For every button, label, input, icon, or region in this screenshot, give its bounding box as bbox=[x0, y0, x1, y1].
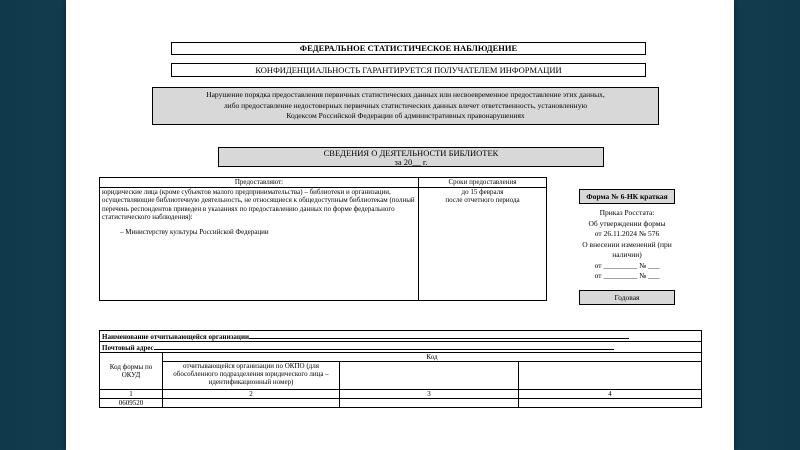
form-title bbox=[218, 147, 604, 167]
liability-warning bbox=[152, 87, 659, 125]
order-line-3: О внесении изменений (при наличии) bbox=[582, 239, 672, 259]
warning-line-2: либо предоставление недостоверных первичных статистических данных влечет ответственность, установленную bbox=[223, 100, 588, 110]
col-num-1: 1 bbox=[100, 390, 163, 399]
recipient-text: – Министерству культуры Российской Федерации bbox=[120, 227, 269, 236]
code-col-4-value bbox=[519, 399, 702, 408]
code-col-4-header bbox=[519, 362, 702, 390]
order-info bbox=[574, 208, 680, 282]
warning-line-1: Нарушение порядка предоставления первичных статистических данных или несвоевременное предоставление этих данных, bbox=[206, 90, 605, 99]
deadline-line-2: после отчетного периода bbox=[445, 196, 520, 204]
order-title: Приказ Росстата: bbox=[599, 208, 655, 217]
deadline-line-1: до 15 февраля bbox=[461, 187, 504, 196]
warning-line-3: Кодексом Российской Федерации об административных правонарушениях bbox=[286, 111, 525, 120]
order-line-1: Об утверждении формы bbox=[588, 218, 666, 228]
postal-line bbox=[154, 342, 614, 350]
code-col-3-header bbox=[340, 362, 519, 390]
code-header: Код bbox=[163, 353, 702, 362]
form-title-line-1: СВЕДЕНИЯ О ДЕЯТЕЛЬНОСТИ БИБЛИОТЕК bbox=[323, 148, 499, 158]
postal-label: Почтовый адрес bbox=[102, 344, 154, 352]
order-line-4: от _________ № ___ bbox=[594, 260, 660, 270]
deadline-cell bbox=[419, 187, 547, 300]
order-line-5: от _________ № ___ bbox=[594, 271, 660, 280]
postal-row bbox=[100, 342, 702, 353]
okud-value: 0609520 bbox=[100, 399, 163, 408]
respondents-text: юридические лица (кроме субъектов малого предпринимательства) – библиотеки и организации, осуществляющие библиотечную деятельность, не относящиеся к общедоступным библиотекам (полный перечень респондентов приведен в указаниях по предоставлению данных по форме федерального статистического наблюдения): bbox=[102, 187, 415, 221]
col-num-3: 3 bbox=[340, 390, 519, 399]
submission-table bbox=[99, 177, 547, 301]
code-col-3-value bbox=[340, 399, 519, 408]
deadline-header: Сроки предоставления bbox=[419, 178, 547, 188]
document-page bbox=[66, 0, 734, 450]
col-num-4: 4 bbox=[519, 390, 702, 399]
org-name-label: Наименование отчитывающейся организации bbox=[102, 333, 250, 341]
okud-header: Код формы по ОКУД bbox=[100, 353, 163, 390]
order-line-2: от 26.11.2024 № 576 bbox=[594, 229, 660, 238]
organization-table bbox=[99, 330, 702, 408]
okpo-header: отчитывающейся организации по ОКПО (для обособленного подразделения юридического лица – идентификационный номер) bbox=[163, 362, 340, 390]
respondents-cell bbox=[100, 187, 419, 300]
form-number-box: Форма № 6-НК краткая bbox=[579, 189, 675, 204]
federal-observation-header: ФЕДЕРАЛЬНОЕ СТАТИСТИЧЕСКОЕ НАБЛЮДЕНИЕ bbox=[171, 42, 646, 55]
org-name-line bbox=[249, 331, 629, 339]
periodicity-box: Годовая bbox=[579, 290, 675, 305]
okpo-value bbox=[163, 399, 340, 408]
col-num-2: 2 bbox=[163, 390, 340, 399]
form-title-year: за 20__ г. bbox=[394, 157, 428, 167]
org-name-row bbox=[100, 331, 702, 342]
respondents-header: Предоставляют: bbox=[100, 178, 419, 188]
confidentiality-header: КОНФИДЕНЦИАЛЬНОСТЬ ГАРАНТИРУЕТСЯ ПОЛУЧАТЕЛЕМ ИНФОРМАЦИИ bbox=[171, 63, 646, 77]
